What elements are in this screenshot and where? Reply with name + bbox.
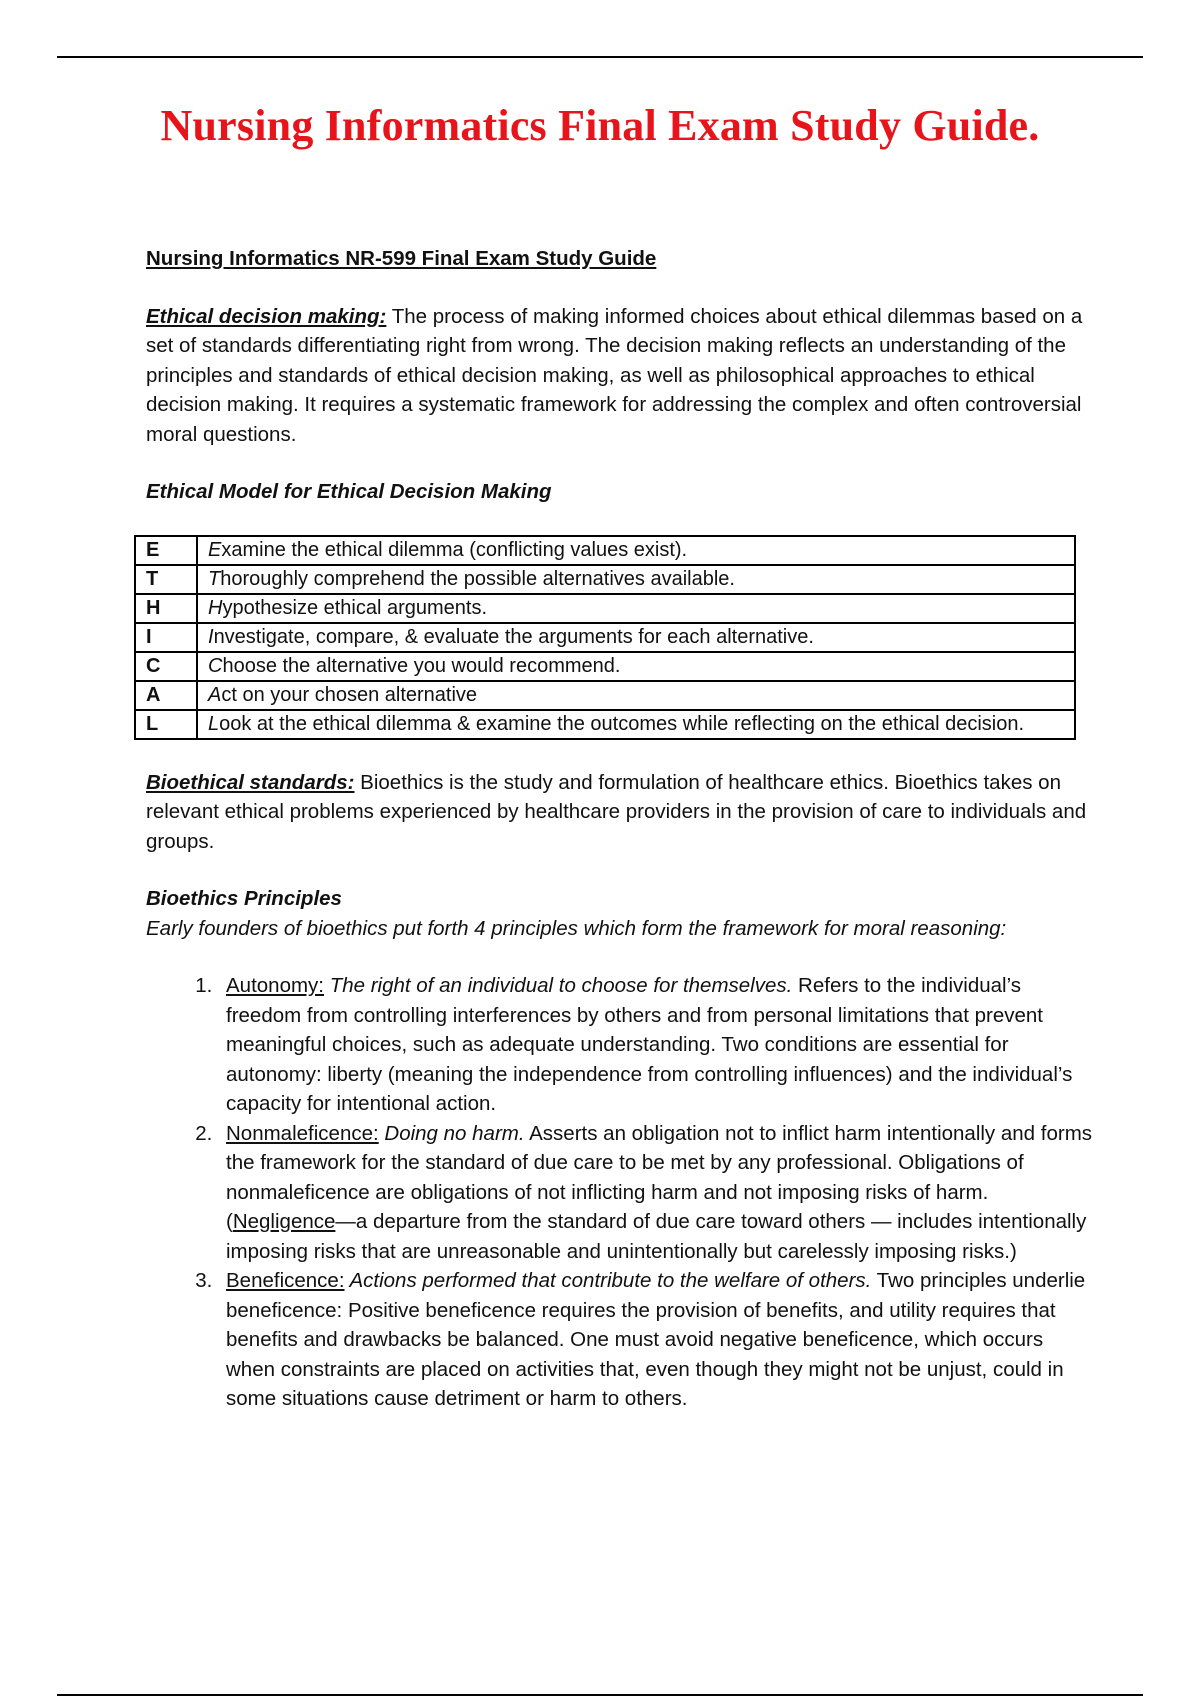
row-letter: E xyxy=(135,536,197,565)
bioethical-term: Bioethical standards: xyxy=(146,770,355,794)
ethical-model-table xyxy=(134,535,1076,740)
row-description xyxy=(197,565,1075,594)
row-text: nvestigate, compare, & evaluate the arguments for each alternative. xyxy=(213,625,814,648)
principle-definition: Actions performed that contribute to the welfare of others. xyxy=(344,1269,872,1292)
table-row xyxy=(135,652,1075,681)
bioethics-principles-heading: Bioethics Principles xyxy=(146,887,342,910)
row-text: ypothesize ethical arguments. xyxy=(222,596,488,619)
principle-text-after: —a departure from the standard of due care toward others — includes intentionally imposing risks that are unreasonable and unintentionally but carelessly imposing risks.) xyxy=(226,1210,1087,1263)
bottom-rule xyxy=(57,1694,1143,1696)
bioethical-paragraph xyxy=(146,768,1096,857)
row-first-letter: I xyxy=(208,625,214,648)
list-item xyxy=(218,1266,1096,1414)
principle-name: Autonomy: xyxy=(226,974,324,997)
row-text: hoose the alternative you would recommend. xyxy=(222,654,621,677)
row-letter: I xyxy=(135,623,197,652)
principle-name: Nonmaleficence: xyxy=(226,1121,379,1145)
row-letter: H xyxy=(135,594,197,623)
principle-name: Beneficence: xyxy=(226,1269,345,1292)
table-row xyxy=(135,536,1075,565)
row-description xyxy=(197,652,1075,681)
ethical-decision-text: The process of making informed choices about ethical dilemmas based on a set of standards differentiating right from wrong. The decision making reflects an understanding of the principles and standards of ethical decision making, as well as philosophical approaches to ethical decision making. It requires a systematic framework for addressing the complex and often controversial moral questions. xyxy=(146,304,1083,446)
principle-text: Asserts an obligation not to inflict harm intentionally and forms the framework for the standard of due care to be met by any professional. Obligations of nonmaleficence are obligations of not inflicting harm and not imposing risks of harm. ( xyxy=(226,1121,1093,1233)
row-first-letter: H xyxy=(208,596,223,619)
row-first-letter: T xyxy=(208,567,221,590)
row-description xyxy=(197,710,1075,739)
row-description xyxy=(197,594,1075,623)
row-letter: C xyxy=(135,652,197,681)
principle-definition: The right of an individual to choose for themselves. xyxy=(324,974,793,997)
row-first-letter: C xyxy=(208,654,223,677)
row-first-letter: L xyxy=(208,712,220,735)
bioethical-text: Bioethics is the study and formulation of healthcare ethics. Bioethics takes on relevant ethical problems experienced by healthcare providers in the provision of care to individuals and groups. xyxy=(146,770,1087,853)
principles-list xyxy=(146,971,1096,1414)
principle-text: Refers to the individual’s freedom from controlling interferences by others and from personal limitations that prevent meaningful choices, such as adequate understanding. Two conditions are essential for autonomy: liberty (meaning the independence from controlling influences) and the individual’s capacity for intentional action. xyxy=(226,974,1073,1115)
top-rule xyxy=(57,56,1143,58)
table-row xyxy=(135,594,1075,623)
row-first-letter: E xyxy=(208,538,222,561)
list-item xyxy=(218,971,1096,1119)
ethical-decision-paragraph xyxy=(146,302,1096,450)
principle-text: Two principles underlie beneficence: Positive beneficence requires the provision of benefits, and utility requires that benefits and drawbacks be balanced. One must avoid negative beneficence, which occurs when constraints are placed on activities that, even though they might not be unjust, could in some situations cause detriment or harm to others. xyxy=(226,1269,1086,1410)
subtitle: Nursing Informatics NR-599 Final Exam Study Guide xyxy=(146,247,657,270)
row-first-letter: A xyxy=(208,683,222,706)
row-text: ook at the ethical dilemma & examine the outcomes while reflecting on the ethical decision. xyxy=(219,712,1025,735)
ethical-decision-term: Ethical decision making: xyxy=(146,304,387,328)
row-description xyxy=(197,681,1075,710)
ethical-model-heading: Ethical Model for Ethical Decision Making xyxy=(146,480,552,503)
table-row xyxy=(135,681,1075,710)
row-text: ct on your chosen alternative xyxy=(221,683,478,706)
table-row xyxy=(135,565,1075,594)
principle-definition: Doing no harm. xyxy=(378,1121,525,1145)
document-body xyxy=(146,244,1096,1414)
row-description xyxy=(197,623,1075,652)
row-text: horoughly comprehend the possible alternatives available. xyxy=(220,567,735,590)
row-letter: T xyxy=(135,565,197,594)
row-description xyxy=(197,536,1075,565)
row-text: xamine the ethical dilemma (conflicting values exist). xyxy=(221,538,688,561)
table-row xyxy=(135,623,1075,652)
document-title: Nursing Informatics Final Exam Study Guide. xyxy=(160,101,1040,150)
table-row xyxy=(135,710,1075,739)
row-letter: L xyxy=(135,710,197,739)
bioethics-principles-intro: Early founders of bioethics put forth 4 principles which form the framework for moral reasoning: xyxy=(146,916,1007,940)
row-letter: A xyxy=(135,681,197,710)
list-item xyxy=(218,1119,1096,1267)
negligence-term: Negligence xyxy=(232,1210,336,1233)
